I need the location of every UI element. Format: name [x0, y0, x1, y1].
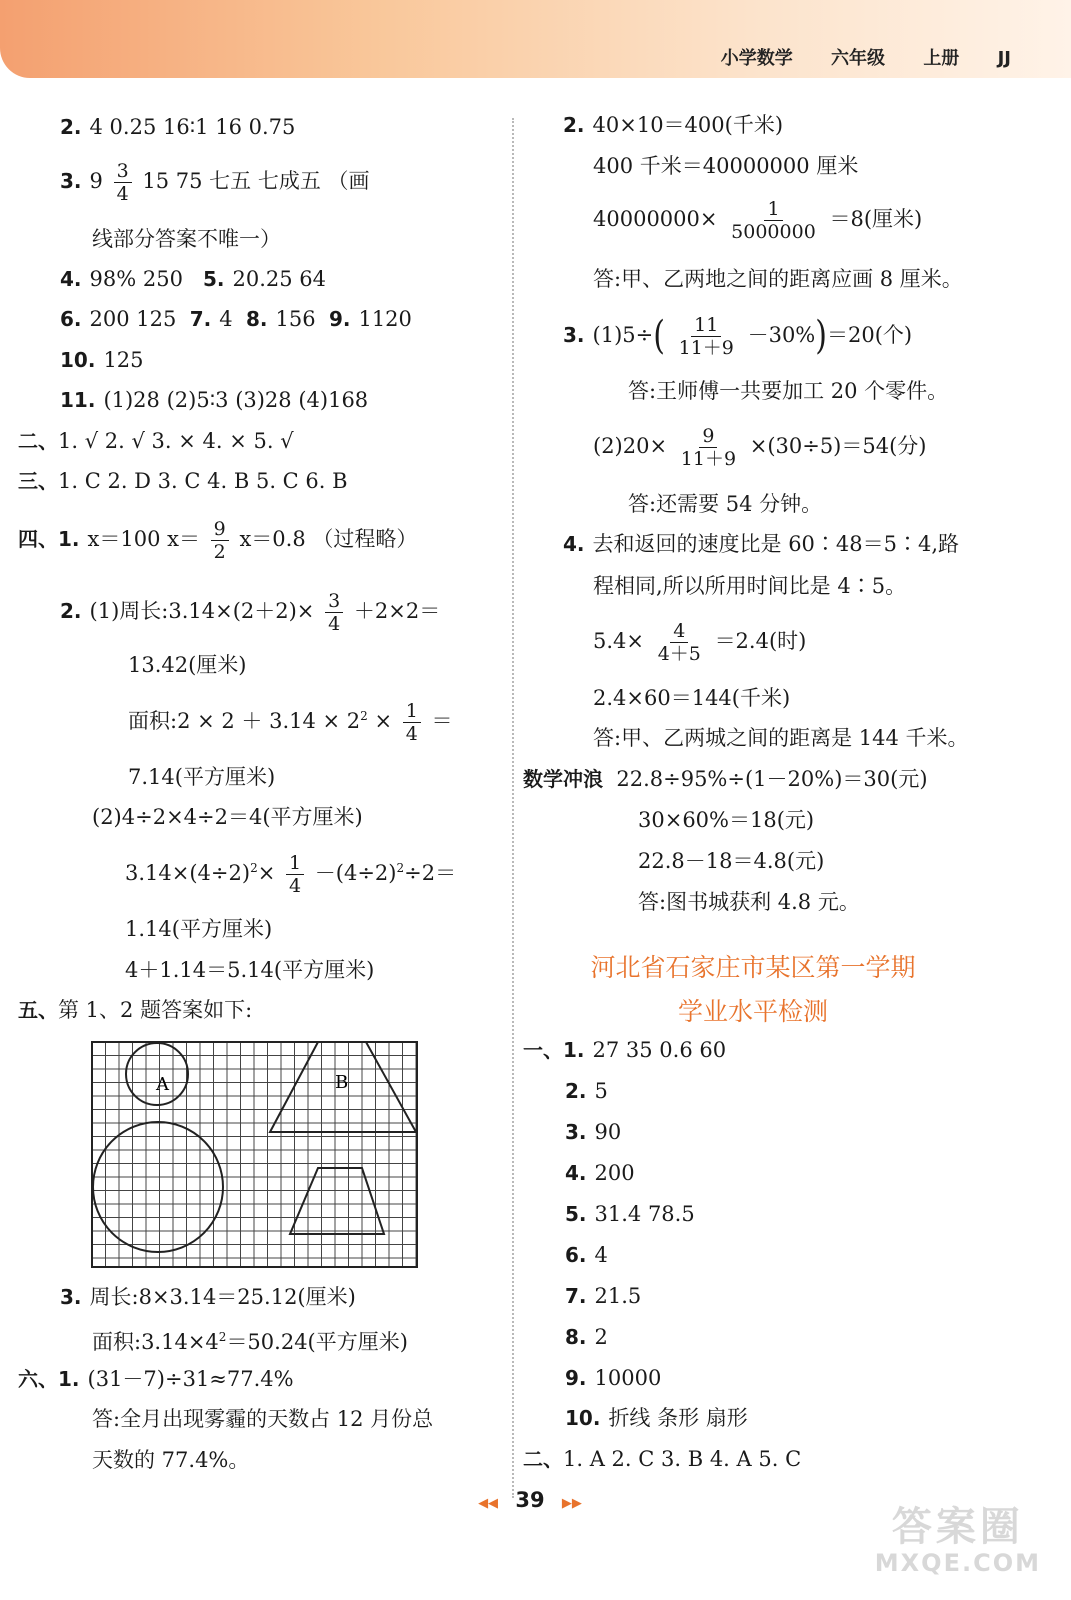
answer-line: 2.4×60＝144(千米) [593, 686, 791, 710]
answer-line: 2. 40×10＝400(千米) [563, 113, 784, 137]
answer-line: 10. 折线 条形 扇形 [565, 1406, 748, 1430]
fraction: $\frac{1}{4}$ [403, 700, 421, 745]
next-arrows-icon: ▶▶ [561, 1496, 582, 1511]
answer-line: 程相同,所以所用时间比是 4∶5。 [593, 574, 907, 598]
answer-line: 3. 9 $\frac{3}{4}$ 15 75 七五 七成五 （画 [60, 160, 370, 205]
label-b: B [335, 1072, 349, 1093]
answer-line: 30×60%＝18(元) [638, 808, 815, 832]
answer-line: 8. 2 [565, 1325, 608, 1349]
answer-line: 6. 200 125 7. 4 8. 156 9. 1120 [60, 307, 412, 331]
answer-line: 答:王师傅一共要加工 20 个零件。 [628, 379, 949, 403]
answer-line: 400 千米＝40000000 厘米 [593, 154, 859, 178]
answer-line: 11. (1)28 (2)5∶3 (3)28 (4)168 [60, 388, 369, 412]
grade-label: 六年级 [831, 48, 886, 69]
answer-line: (2)20× $\frac{9}{11+9}$ ×(30÷5)＝54(分) [593, 425, 927, 470]
answer-line: 六、1. (31－7)÷31≈77.4% [18, 1367, 294, 1391]
volume-label: 上册 [923, 48, 960, 69]
trapezoid-small [290, 1168, 384, 1234]
answer-line: 2. 4 0.25 16∶1 16 0.75 [60, 115, 296, 139]
subject-label: 小学数学 [720, 48, 793, 69]
answer-line: 6. 4 [565, 1243, 608, 1267]
watermark [875, 1505, 1041, 1577]
edition-label: JJ [997, 48, 1011, 69]
answer-line: (2)4÷2×4÷2＝4(平方厘米) [92, 805, 363, 829]
circle-large [93, 1122, 223, 1252]
answer-line: 4＋1.14＝5.14(平方厘米) [125, 958, 375, 982]
answer-line: 4. 200 [565, 1161, 635, 1185]
answer-line: 40000000× $\frac{1}{5000000}$ ＝8(厘米) [593, 198, 923, 243]
answer-line: 7.14(平方厘米) [128, 765, 276, 789]
answer-line: 1.14(平方厘米) [125, 917, 273, 941]
fraction: $\frac{11}{11+9}$ [678, 314, 734, 359]
answer-line: 答:甲、乙两地之间的距离应画 8 厘米。 [593, 267, 963, 291]
answer-line: 答:全月出现雾霾的天数占 12 月份总 [92, 1407, 434, 1431]
answer-line: 五、第 1、2 题答案如下: [18, 998, 253, 1022]
answer-line: 答:还需要 54 分钟。 [628, 492, 823, 516]
answer-line: 2. (1)周长:3.14×(2＋2)× $\frac{3}{4}$ ＋2×2＝ [60, 590, 441, 635]
column-divider [512, 118, 514, 1498]
answer-line: 4. 98% 250 5. 20.25 64 [60, 267, 327, 291]
answer-line: 面积$:3.14\times 4^2=50.24$(平方厘米) [92, 1330, 408, 1354]
answer-line: 答:甲、乙两城之间的距离是 144 千米。 [593, 726, 969, 750]
answer-line: 四、1. x＝100 x＝ $\frac{9}{2}$ x＝0.8 （过程略） [18, 518, 418, 563]
answer-line: 10. 125 [60, 348, 144, 372]
watermark-url: MXQE.COM [874, 1549, 1041, 1577]
section-subtitle: 学业水平检测 [677, 997, 828, 1026]
answer-line: 3. 90 [565, 1120, 622, 1144]
page-number: ◀◀ 39 ▶▶ [478, 1488, 582, 1512]
fraction: $\frac{3}{4}$ [114, 160, 132, 205]
answer-line: 数学冲浪 22.8÷95%÷(1－20%)＝30(元) [523, 767, 928, 791]
answer-line: 一、1. 27 35 0.6 60 [523, 1038, 727, 1062]
fraction: $\frac{1}{5000000}$ [731, 198, 816, 243]
section-title: 河北省石家庄市某区第一学期 [590, 953, 916, 982]
answer-line: 3. 周长:8×3.14＝25.12(厘米) [60, 1285, 356, 1309]
watermark-logo: 答案圈 [891, 1504, 1024, 1550]
grid-figure [90, 1040, 420, 1270]
answer-line: 二、1. A 2. C 3. B 4. A 5. C [523, 1447, 802, 1471]
answer-line: 5. 31.4 78.5 [565, 1202, 695, 1226]
answer-line: 7. 21.5 [565, 1284, 642, 1308]
answer-line: 三、1. C 2. D 3. C 4. B 5. C 6. B [18, 469, 348, 493]
answer-line: $3.14\times(4\div 2)^2\times$ $\frac{1}{4}$ $-(4\div 2)^2\div 2=$ [125, 852, 457, 897]
answer-line: 2. 5 [565, 1079, 608, 1103]
answer-line: 22.8－18＝4.8(元) [638, 849, 825, 873]
fraction: $\frac{3}{4}$ [325, 590, 343, 635]
answer-line: 二、1. √ 2. √ 3. × 4. × 5. √ [18, 429, 294, 453]
label-a: A [156, 1074, 169, 1095]
answer-line: 天数的 77.4%。 [92, 1448, 250, 1472]
answer-line: 4. 去和返回的速度比是 60∶48＝5∶4,路 [563, 532, 960, 556]
answer-line: 5.4× $\frac{4}{4+5}$ ＝2.4(时) [593, 620, 807, 665]
prev-arrows-icon: ◀◀ [478, 1496, 499, 1511]
answer-line: 答:图书城获利 4.8 元。 [638, 890, 860, 914]
fraction: $\frac{9}{2}$ [211, 518, 229, 563]
book-header [703, 44, 1011, 70]
answer-line: 13.42(厘米) [128, 653, 247, 677]
answer-line: 9. 10000 [565, 1366, 662, 1390]
answer-line: 线部分答案不唯一） [92, 227, 281, 251]
fraction: $\frac{1}{4}$ [286, 852, 304, 897]
answer-line: 3. (1)5÷( $\frac{11}{11+9}$ －30%)＝20(个) [563, 313, 913, 359]
answer-line: 面积:2 × $2 + 3.14 \times 2^2$ × $\frac{1}{4}$ ＝ [128, 700, 453, 745]
fraction: $\frac{4}{4+5}$ [657, 620, 701, 665]
fraction: $\frac{9}{11+9}$ [680, 425, 737, 470]
